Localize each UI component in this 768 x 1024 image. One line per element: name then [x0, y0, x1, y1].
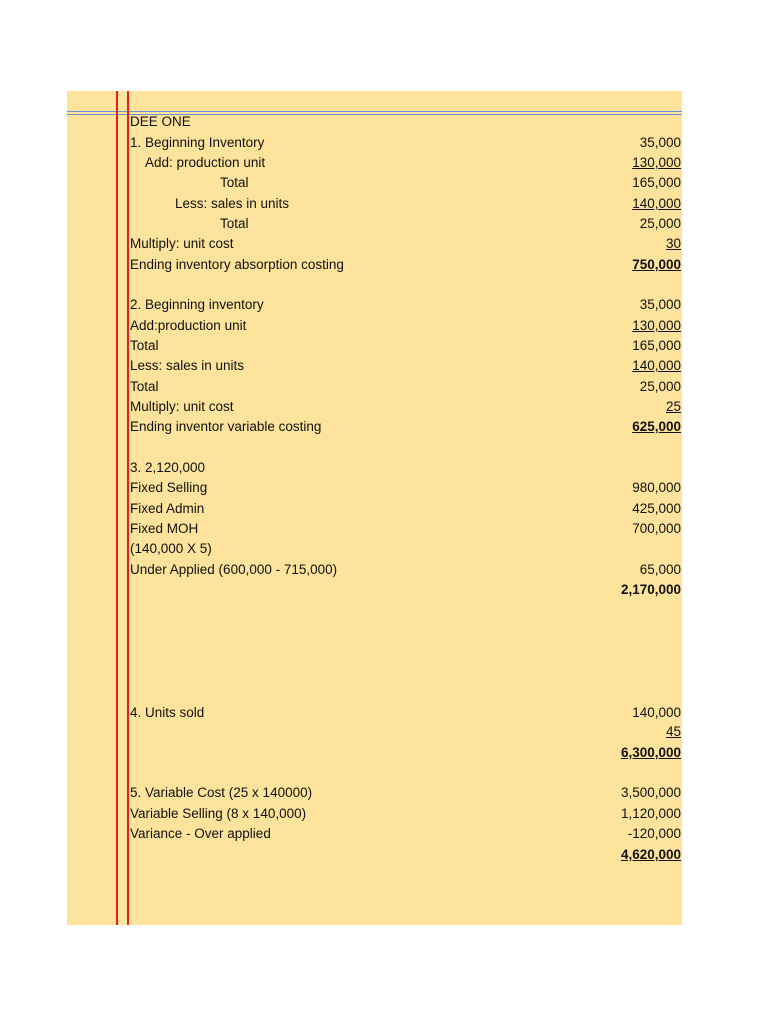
margin-line-left — [116, 91, 118, 925]
row-label: 5. Variable Cost (25 x 140000) — [130, 785, 313, 800]
row-label: Fixed Selling — [130, 480, 208, 495]
row — [130, 845, 681, 865]
row — [130, 397, 681, 417]
spreadsheet-page — [67, 91, 682, 925]
row-label: 1. Beginning Inventory — [130, 135, 265, 150]
row-value: 4,620,000 — [620, 847, 681, 862]
row-value: 25 — [665, 399, 681, 414]
row-value: 30 — [665, 236, 681, 251]
row-value: 25,000 — [639, 216, 681, 231]
row-value: 980,000 — [632, 480, 681, 495]
row — [130, 804, 681, 824]
row-value: 140,000 — [632, 358, 681, 373]
row-value: 25,000 — [639, 379, 681, 394]
row — [130, 417, 681, 437]
row — [130, 703, 681, 723]
row-value: 35,000 — [639, 297, 681, 312]
row-label: Total — [130, 379, 159, 394]
row-label: Total — [220, 175, 249, 190]
row — [130, 743, 681, 763]
row-value: 1,120,000 — [620, 806, 681, 821]
row — [130, 255, 681, 275]
sheet-title: DEE ONE — [130, 114, 191, 129]
row — [130, 377, 681, 397]
row-label: Add: production unit — [145, 155, 266, 170]
row-label: Less: sales in units — [175, 196, 290, 211]
row-value: 6,300,000 — [620, 745, 681, 760]
row — [130, 194, 681, 214]
row-label: Fixed MOH — [130, 521, 199, 536]
row-value: 130,000 — [632, 155, 681, 170]
row-value: 130,000 — [632, 318, 681, 333]
row-label: Less: sales in units — [130, 358, 245, 373]
row — [130, 783, 681, 803]
row-label: Variance - Over applied — [130, 826, 271, 841]
row-value: 165,000 — [632, 175, 681, 190]
row-value: 140,000 — [632, 705, 681, 720]
row-value: 425,000 — [632, 501, 681, 516]
row — [130, 478, 681, 498]
row-label: Variable Selling (8 x 140,000) — [130, 806, 307, 821]
row-label: 2. Beginning inventory — [130, 297, 264, 312]
row — [130, 560, 681, 580]
row-label: Total — [130, 338, 159, 353]
row-label: Add:production unit — [130, 318, 247, 333]
margin-line-left-2 — [127, 91, 129, 925]
row-value: 45 — [665, 724, 681, 739]
row-label: Fixed Admin — [130, 501, 205, 516]
row — [130, 234, 681, 254]
row — [130, 722, 681, 742]
row-value: 750,000 — [632, 257, 681, 272]
row-value: 625,000 — [632, 419, 681, 434]
sheet-title-row — [130, 112, 681, 132]
row — [130, 519, 681, 539]
row-label: 4. Units sold — [130, 705, 205, 720]
row-value: 3,500,000 — [620, 785, 681, 800]
row — [130, 153, 681, 173]
row — [130, 356, 681, 376]
row-value: 2,170,000 — [620, 582, 681, 597]
row — [130, 316, 681, 336]
row-label: (140,000 X 5) — [130, 541, 212, 556]
row-value: -120,000 — [627, 826, 681, 841]
row — [130, 824, 681, 844]
row — [130, 499, 681, 519]
row — [130, 580, 681, 600]
row-value: 700,000 — [632, 521, 681, 536]
row-value: 35,000 — [639, 135, 681, 150]
row — [130, 458, 681, 478]
row — [130, 539, 681, 559]
row-label: Under Applied (600,000 - 715,000) — [130, 562, 338, 577]
row-value: 165,000 — [632, 338, 681, 353]
row-label: Multiply: unit cost — [130, 399, 234, 414]
row — [130, 133, 681, 153]
row-label: Ending inventory absorption costing — [130, 257, 344, 272]
row — [130, 295, 681, 315]
row — [130, 173, 681, 193]
row-label: Ending inventor variable costing — [130, 419, 322, 434]
row-label: 3. 2,120,000 — [130, 460, 206, 475]
row-label: Multiply: unit cost — [130, 236, 234, 251]
row — [130, 336, 681, 356]
row — [130, 214, 681, 234]
row-value: 140,000 — [632, 196, 681, 211]
row-label: Total — [220, 216, 249, 231]
row-value: 65,000 — [639, 562, 681, 577]
